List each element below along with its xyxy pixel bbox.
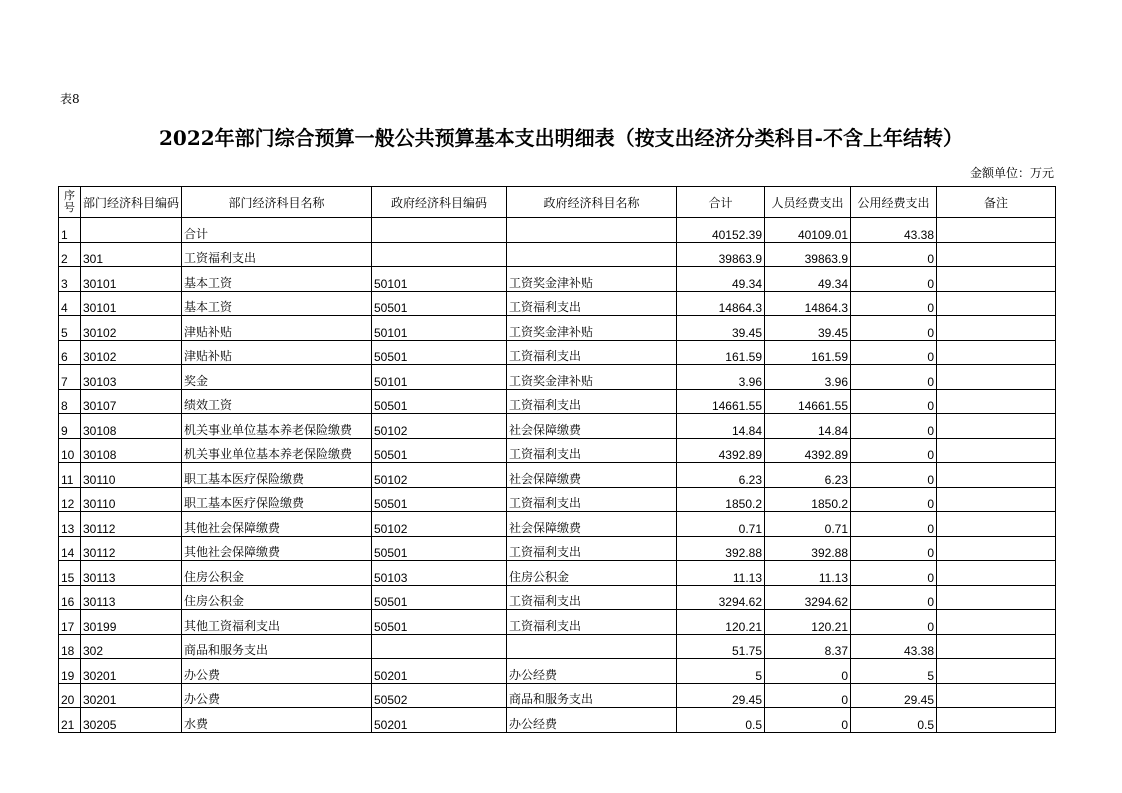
cell-seq: 18 — [59, 634, 81, 659]
cell-total: 0.71 — [677, 512, 765, 537]
cell-gov-code: 50102 — [372, 414, 507, 439]
header-public: 公用经费支出 — [851, 187, 937, 218]
cell-dept-code: 30110 — [81, 487, 182, 512]
cell-total: 14864.3 — [677, 291, 765, 316]
table-row — [59, 634, 1056, 659]
cell-personnel: 161.59 — [765, 340, 851, 365]
cell-remark — [937, 242, 1056, 267]
cell-remark — [937, 218, 1056, 243]
table-row — [59, 218, 1056, 243]
table-row — [59, 414, 1056, 439]
cell-seq: 5 — [59, 316, 81, 341]
cell-public: 0 — [851, 389, 937, 414]
cell-dept-code: 30108 — [81, 438, 182, 463]
cell-dept-code: 30201 — [81, 659, 182, 684]
cell-dept-code: 30108 — [81, 414, 182, 439]
cell-seq: 11 — [59, 463, 81, 488]
cell-remark — [937, 267, 1056, 292]
cell-personnel: 39863.9 — [765, 242, 851, 267]
header-remark: 备注 — [937, 187, 1056, 218]
cell-seq: 13 — [59, 512, 81, 537]
table-row — [59, 561, 1056, 586]
cell-gov-name: 工资福利支出 — [507, 585, 677, 610]
cell-public: 0 — [851, 561, 937, 586]
cell-seq: 12 — [59, 487, 81, 512]
cell-public: 0.5 — [851, 708, 937, 733]
cell-total: 392.88 — [677, 536, 765, 561]
cell-remark — [937, 561, 1056, 586]
cell-dept-name: 办公费 — [182, 659, 372, 684]
cell-gov-name: 工资福利支出 — [507, 291, 677, 316]
cell-total: 39863.9 — [677, 242, 765, 267]
cell-dept-code: 30101 — [81, 291, 182, 316]
cell-seq: 9 — [59, 414, 81, 439]
cell-gov-code: 50501 — [372, 389, 507, 414]
cell-personnel: 11.13 — [765, 561, 851, 586]
cell-seq: 10 — [59, 438, 81, 463]
cell-public: 0 — [851, 512, 937, 537]
cell-remark — [937, 487, 1056, 512]
cell-public: 43.38 — [851, 218, 937, 243]
header-seq: 序号 — [59, 187, 81, 218]
header-gov-code: 政府经济科目编码 — [372, 187, 507, 218]
cell-remark — [937, 414, 1056, 439]
cell-total: 6.23 — [677, 463, 765, 488]
cell-dept-name: 基本工资 — [182, 267, 372, 292]
cell-seq: 1 — [59, 218, 81, 243]
cell-remark — [937, 316, 1056, 341]
cell-dept-name: 其他社会保障缴费 — [182, 536, 372, 561]
cell-gov-code: 50501 — [372, 585, 507, 610]
cell-public: 0 — [851, 438, 937, 463]
cell-gov-code — [372, 634, 507, 659]
cell-gov-code: 50101 — [372, 267, 507, 292]
cell-dept-code: 30110 — [81, 463, 182, 488]
cell-total: 5 — [677, 659, 765, 684]
cell-total: 0.5 — [677, 708, 765, 733]
cell-gov-name: 办公经费 — [507, 659, 677, 684]
cell-total: 1850.2 — [677, 487, 765, 512]
cell-personnel: 14.84 — [765, 414, 851, 439]
cell-personnel: 3.96 — [765, 365, 851, 390]
cell-gov-name: 工资奖金津补贴 — [507, 365, 677, 390]
cell-seq: 17 — [59, 610, 81, 635]
cell-dept-code: 301 — [81, 242, 182, 267]
cell-total: 40152.39 — [677, 218, 765, 243]
cell-public: 29.45 — [851, 683, 937, 708]
cell-personnel: 39.45 — [765, 316, 851, 341]
cell-public: 0 — [851, 610, 937, 635]
table-row — [59, 610, 1056, 635]
cell-remark — [937, 610, 1056, 635]
cell-personnel: 40109.01 — [765, 218, 851, 243]
page-title: 2022年部门综合预算一般公共预算基本支出明细表（按支出经济分类科目-不含上年结转） — [159, 126, 963, 150]
cell-remark — [937, 291, 1056, 316]
amount-unit: 金额单位：万元 — [969, 166, 1054, 180]
cell-personnel: 3294.62 — [765, 585, 851, 610]
cell-gov-code — [372, 242, 507, 267]
cell-dept-code: 30112 — [81, 536, 182, 561]
cell-dept-code: 30201 — [81, 683, 182, 708]
cell-total: 14.84 — [677, 414, 765, 439]
cell-gov-code: 50502 — [372, 683, 507, 708]
cell-dept-name: 职工基本医疗保险缴费 — [182, 463, 372, 488]
cell-remark — [937, 365, 1056, 390]
cell-gov-code: 50501 — [372, 536, 507, 561]
table-label: 表8 — [60, 92, 80, 106]
cell-gov-code — [372, 218, 507, 243]
cell-remark — [937, 340, 1056, 365]
header-dept-name: 部门经济科目名称 — [182, 187, 372, 218]
cell-remark — [937, 536, 1056, 561]
cell-remark — [937, 708, 1056, 733]
header-dept-code: 部门经济科目编码 — [81, 187, 182, 218]
cell-remark — [937, 389, 1056, 414]
table-row — [59, 291, 1056, 316]
cell-gov-code: 50101 — [372, 365, 507, 390]
cell-gov-name: 工资福利支出 — [507, 438, 677, 463]
cell-dept-name: 住房公积金 — [182, 561, 372, 586]
cell-remark — [937, 463, 1056, 488]
cell-dept-code: 30103 — [81, 365, 182, 390]
table-row — [59, 438, 1056, 463]
cell-gov-code: 50501 — [372, 291, 507, 316]
cell-total: 49.34 — [677, 267, 765, 292]
table-row — [59, 536, 1056, 561]
cell-dept-code: 30113 — [81, 585, 182, 610]
cell-gov-name: 工资福利支出 — [507, 610, 677, 635]
cell-total: 3.96 — [677, 365, 765, 390]
cell-dept-name: 其他工资福利支出 — [182, 610, 372, 635]
cell-total: 161.59 — [677, 340, 765, 365]
cell-gov-name: 住房公积金 — [507, 561, 677, 586]
cell-gov-code: 50501 — [372, 438, 507, 463]
cell-gov-code: 50201 — [372, 708, 507, 733]
table-row — [59, 585, 1056, 610]
cell-total: 14661.55 — [677, 389, 765, 414]
cell-gov-name — [507, 634, 677, 659]
cell-dept-name: 奖金 — [182, 365, 372, 390]
cell-remark — [937, 683, 1056, 708]
cell-personnel: 0.71 — [765, 512, 851, 537]
table-row — [59, 365, 1056, 390]
cell-personnel: 0 — [765, 683, 851, 708]
cell-dept-name: 办公费 — [182, 683, 372, 708]
cell-gov-code: 50102 — [372, 512, 507, 537]
cell-public: 0 — [851, 267, 937, 292]
cell-gov-code: 50201 — [372, 659, 507, 684]
cell-personnel: 49.34 — [765, 267, 851, 292]
cell-gov-name — [507, 242, 677, 267]
cell-seq: 2 — [59, 242, 81, 267]
cell-total: 120.21 — [677, 610, 765, 635]
table-row — [59, 267, 1056, 292]
cell-public: 0 — [851, 291, 937, 316]
cell-dept-name: 机关事业单位基本养老保险缴费 — [182, 414, 372, 439]
cell-dept-code: 30205 — [81, 708, 182, 733]
cell-gov-name: 社会保障缴费 — [507, 512, 677, 537]
cell-gov-name: 工资福利支出 — [507, 340, 677, 365]
cell-dept-name: 职工基本医疗保险缴费 — [182, 487, 372, 512]
cell-total: 51.75 — [677, 634, 765, 659]
cell-dept-name: 其他社会保障缴费 — [182, 512, 372, 537]
cell-gov-name: 工资奖金津补贴 — [507, 316, 677, 341]
cell-remark — [937, 512, 1056, 537]
cell-public: 0 — [851, 536, 937, 561]
cell-gov-name: 商品和服务支出 — [507, 683, 677, 708]
cell-gov-name: 工资福利支出 — [507, 536, 677, 561]
cell-seq: 4 — [59, 291, 81, 316]
table-header-row — [59, 187, 1056, 218]
table-row — [59, 659, 1056, 684]
table-row — [59, 340, 1056, 365]
cell-seq: 14 — [59, 536, 81, 561]
cell-public: 0 — [851, 585, 937, 610]
cell-gov-name: 社会保障缴费 — [507, 463, 677, 488]
header-gov-name: 政府经济科目名称 — [507, 187, 677, 218]
table-row — [59, 463, 1056, 488]
cell-public: 0 — [851, 316, 937, 341]
cell-total: 4392.89 — [677, 438, 765, 463]
cell-dept-code: 30199 — [81, 610, 182, 635]
cell-total: 11.13 — [677, 561, 765, 586]
cell-dept-code: 30102 — [81, 340, 182, 365]
cell-seq: 21 — [59, 708, 81, 733]
cell-dept-code: 302 — [81, 634, 182, 659]
cell-dept-name: 绩效工资 — [182, 389, 372, 414]
cell-public: 0 — [851, 340, 937, 365]
cell-total: 29.45 — [677, 683, 765, 708]
cell-personnel: 6.23 — [765, 463, 851, 488]
cell-gov-name: 工资福利支出 — [507, 389, 677, 414]
cell-seq: 19 — [59, 659, 81, 684]
cell-dept-name: 商品和服务支出 — [182, 634, 372, 659]
cell-dept-name: 基本工资 — [182, 291, 372, 316]
cell-gov-name: 办公经费 — [507, 708, 677, 733]
cell-remark — [937, 585, 1056, 610]
cell-dept-name: 机关事业单位基本养老保险缴费 — [182, 438, 372, 463]
cell-public: 0 — [851, 463, 937, 488]
cell-personnel: 0 — [765, 708, 851, 733]
cell-remark — [937, 634, 1056, 659]
cell-dept-code: 30113 — [81, 561, 182, 586]
table-row — [59, 708, 1056, 733]
budget-detail-table — [58, 186, 1056, 733]
cell-seq: 15 — [59, 561, 81, 586]
cell-personnel: 1850.2 — [765, 487, 851, 512]
header-total: 合计 — [677, 187, 765, 218]
table-row — [59, 389, 1056, 414]
cell-dept-name: 津贴补贴 — [182, 340, 372, 365]
cell-seq: 3 — [59, 267, 81, 292]
table-row — [59, 316, 1056, 341]
cell-public: 0 — [851, 365, 937, 390]
table-row — [59, 683, 1056, 708]
cell-seq: 8 — [59, 389, 81, 414]
cell-remark — [937, 438, 1056, 463]
cell-seq: 16 — [59, 585, 81, 610]
cell-dept-name: 工资福利支出 — [182, 242, 372, 267]
cell-dept-name: 合计 — [182, 218, 372, 243]
cell-dept-code — [81, 218, 182, 243]
cell-personnel: 392.88 — [765, 536, 851, 561]
cell-personnel: 120.21 — [765, 610, 851, 635]
table-row — [59, 512, 1056, 537]
cell-public: 0 — [851, 414, 937, 439]
header-personnel: 人员经费支出 — [765, 187, 851, 218]
cell-public: 43.38 — [851, 634, 937, 659]
cell-seq: 7 — [59, 365, 81, 390]
cell-gov-code: 50501 — [372, 340, 507, 365]
cell-public: 0 — [851, 487, 937, 512]
cell-gov-code: 50101 — [372, 316, 507, 341]
cell-gov-code: 50501 — [372, 487, 507, 512]
cell-dept-name: 住房公积金 — [182, 585, 372, 610]
cell-gov-name: 工资奖金津补贴 — [507, 267, 677, 292]
cell-seq: 6 — [59, 340, 81, 365]
cell-gov-code: 50501 — [372, 610, 507, 635]
cell-personnel: 4392.89 — [765, 438, 851, 463]
cell-gov-code: 50102 — [372, 463, 507, 488]
cell-total: 3294.62 — [677, 585, 765, 610]
cell-gov-code: 50103 — [372, 561, 507, 586]
cell-personnel: 14864.3 — [765, 291, 851, 316]
cell-dept-code: 30102 — [81, 316, 182, 341]
cell-gov-name — [507, 218, 677, 243]
table-row — [59, 487, 1056, 512]
cell-public: 5 — [851, 659, 937, 684]
cell-dept-code: 30107 — [81, 389, 182, 414]
table-row — [59, 242, 1056, 267]
cell-gov-name: 社会保障缴费 — [507, 414, 677, 439]
cell-personnel: 14661.55 — [765, 389, 851, 414]
cell-remark — [937, 659, 1056, 684]
cell-dept-code: 30101 — [81, 267, 182, 292]
cell-dept-name: 津贴补贴 — [182, 316, 372, 341]
cell-public: 0 — [851, 242, 937, 267]
cell-dept-code: 30112 — [81, 512, 182, 537]
cell-personnel: 8.37 — [765, 634, 851, 659]
cell-dept-name: 水费 — [182, 708, 372, 733]
cell-total: 39.45 — [677, 316, 765, 341]
cell-personnel: 0 — [765, 659, 851, 684]
cell-seq: 20 — [59, 683, 81, 708]
cell-gov-name: 工资福利支出 — [507, 487, 677, 512]
